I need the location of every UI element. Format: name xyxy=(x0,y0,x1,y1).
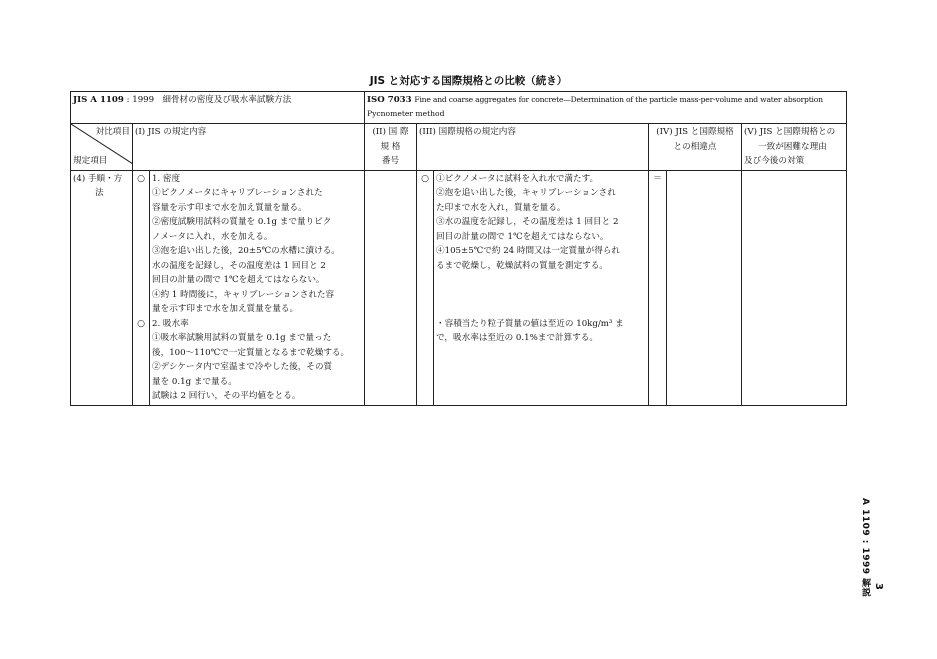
header-col-i: (I) JIS の規定内容 xyxy=(133,124,365,171)
header-col-iv-l1: (IV) JIS と国際規格 xyxy=(656,127,734,137)
procedure-row xyxy=(71,170,847,405)
comparison-table xyxy=(70,91,847,406)
header-col-v-l3: 及び今後の対策 xyxy=(744,156,805,166)
reason-cell xyxy=(742,170,847,405)
iso-line: ③水の温度を記録し，その温度差は 1 回目と 2 xyxy=(436,217,619,227)
header-col-v xyxy=(742,124,847,171)
header-compare-item: 対比項目 xyxy=(95,127,130,137)
jis-circle-mark-1: ○ xyxy=(137,173,145,184)
header-col-ii xyxy=(365,124,417,171)
header-col-iii: (III) 国際規格の規定内容 xyxy=(417,124,649,171)
jis-circle-mark-2: ○ xyxy=(137,318,145,329)
jis-line: ③泡を追い出した後，20±5℃の水槽に漬ける。 xyxy=(152,246,340,256)
header-col-v-l2: 一致が困難な理由 xyxy=(758,141,827,152)
item-label-line2: 法 xyxy=(95,188,104,198)
iso-line: ・容積当たり粒子質量の値は至近の 10kg/m³ ま xyxy=(436,318,624,329)
iso-line: た印まで水を入れ，質量を量る。 xyxy=(436,202,566,213)
iso-number-cell xyxy=(365,170,417,405)
page-number: 3 xyxy=(873,583,884,590)
iso-content-cell xyxy=(434,170,649,405)
jis-code: JIS A 1109 xyxy=(73,95,124,105)
iso-code: ISO 7033 xyxy=(367,95,412,105)
diagonal-header-cell xyxy=(71,124,133,171)
jis-line: 試験は 2 回行い，その平均値をとる。 xyxy=(152,391,301,401)
iso-line: るまで乾燥し，乾燥試料の質量を測定する。 xyxy=(436,260,608,271)
iso-circle-mark: ○ xyxy=(421,173,429,184)
iso-standard-cell xyxy=(365,92,847,124)
jis-line: ①吸水率試験用試料の質量を 0.1g まで量った xyxy=(152,333,332,343)
page-title: JIS と対応する国際規格との比較（続き） xyxy=(369,75,568,87)
iso-line: ①ピクノメータに試料を入れ水で満たす。 xyxy=(436,173,599,184)
item-label-line1: (4) 手順・方 xyxy=(73,173,123,184)
iso-line: ②泡を追い出した後，キャリブレーションされ xyxy=(436,188,616,198)
item-cell xyxy=(71,170,133,405)
iso-circle-cell xyxy=(417,170,434,405)
diff-content-cell xyxy=(667,170,742,405)
header-spec-item: 規定項目 xyxy=(73,156,108,166)
document-reference: A 1109 : 1999 解説 xyxy=(860,498,870,598)
jis-line: 後，100～110℃で一定質量となるまで乾燥する。 xyxy=(152,347,350,358)
jis-circle-cell xyxy=(133,170,150,405)
iso-line: で，吸水率は至近の 0.1%まで計算する。 xyxy=(436,333,598,343)
jis-line: ①ピクノメータにキャリブレーションされた xyxy=(152,188,323,198)
header-row xyxy=(71,124,847,171)
jis-line: 量を示す印まで水を加え質量を量る。 xyxy=(152,304,299,314)
header-col-ii-l3: 番号 xyxy=(381,156,400,166)
jis-line: 1. 密度 xyxy=(152,173,181,184)
iso-line: 回目の計量の間で 1℃を超えてはならない。 xyxy=(436,231,609,242)
header-col-iv-l2: との相違点 xyxy=(673,141,717,152)
jis-line: 量を 0.1g まで量る。 xyxy=(152,376,237,387)
jis-content-cell xyxy=(150,170,365,405)
jis-line: ②密度試験用試料の質量を 0.1g まで量りピク xyxy=(152,217,332,227)
equal-mark: ＝ xyxy=(653,173,663,184)
header-col-v-l1: (V) JIS と国際規格との xyxy=(744,127,836,137)
iso-name-line1: Fine and coarse aggregates for concrete—Determination of the particle mass-per-volume and water absorption xyxy=(414,95,823,104)
jis-standard-cell xyxy=(71,92,365,124)
jis-line: 回目の計量の間で 1℃を超えてはならない。 xyxy=(152,275,325,285)
header-col-ii-l2: 規 格 xyxy=(380,141,401,152)
jis-line: ノメータに入れ，水を加える。 xyxy=(152,231,273,242)
jis-line: 2. 吸水率 xyxy=(152,318,189,329)
standards-row xyxy=(71,92,847,124)
diff-mark-cell xyxy=(649,170,667,405)
jis-year: : 1999 xyxy=(123,95,155,105)
jis-line: 容量を示す印まで水を加え質量を量る。 xyxy=(152,202,307,213)
jis-name: 細骨材の密度及び吸水率試験方法 xyxy=(162,95,292,105)
jis-line: ②デシケータ内で室温まで冷やした後，その質 xyxy=(152,362,333,372)
iso-name-line2: Pycnometer method xyxy=(367,109,445,118)
header-col-ii-l1: (II) 国 際 xyxy=(372,127,409,137)
jis-line: 水の温度を記録し，その温度差は 1 回目と 2 xyxy=(152,260,326,271)
jis-line: ④約 1 時間後に，キャリブレーションされた容 xyxy=(152,289,335,300)
header-col-iv xyxy=(649,124,742,171)
iso-line: ④105±5℃で約 24 時間又は一定質量が得られ xyxy=(436,246,621,256)
